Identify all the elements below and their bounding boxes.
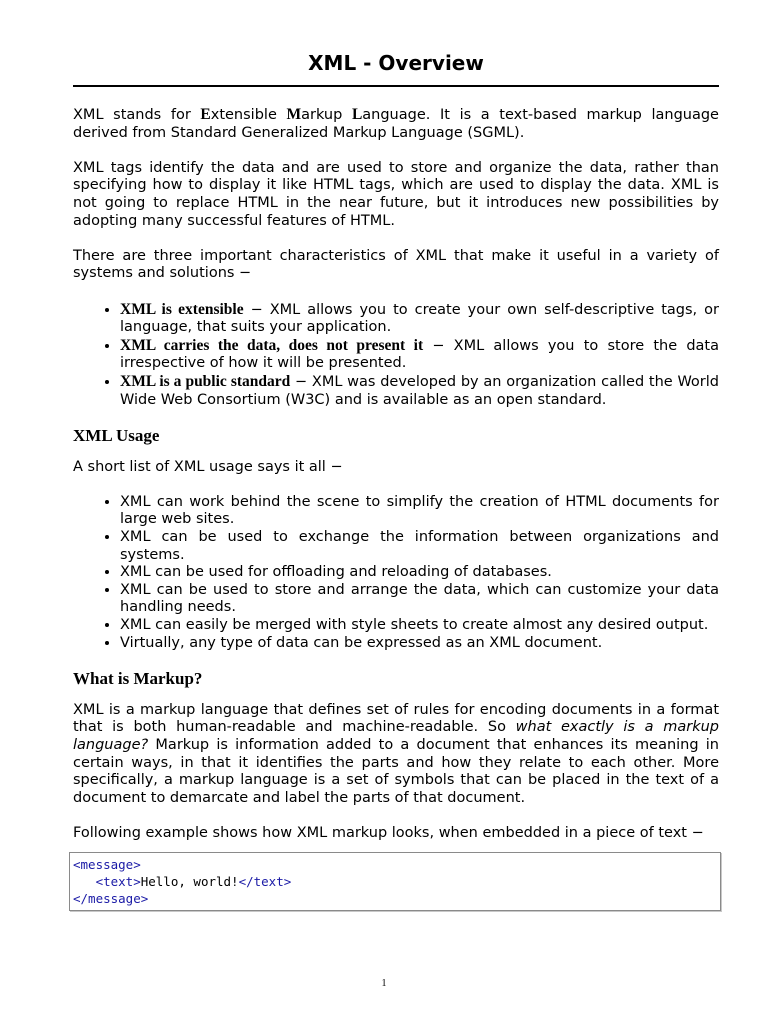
acronym-letter-e: E	[200, 106, 211, 123]
list-item: • XML can be used for offloading and reloading of databases.	[120, 564, 719, 582]
title-underline	[73, 85, 719, 87]
markup-emphasis: what exactly is a markup language?	[73, 719, 719, 753]
list-item	[120, 301, 719, 337]
code-example-box	[69, 852, 721, 911]
list-item: • XML can be used to store and arrange the data, which can customize your data handling needs.	[120, 582, 719, 617]
code-line-3	[73, 890, 720, 907]
intro-paragraph-2: XML tags identify the data and are used to store and organize the data, rather than specifying how to display it like HTML tags, which are used to display the data. XML is not going to replace HTML in the near future, but it introduces new possibilities by adopting many successful features of HTML.	[73, 159, 719, 229]
list-item-term: XML carries the data, does not present it	[120, 336, 424, 354]
markup-paragraph-1	[73, 702, 719, 808]
intro-text: anguage. It is a text-based markup language derived from Standard Generalized Markup Language (SGML).	[73, 107, 719, 141]
characteristics-list	[73, 301, 719, 410]
section-heading-xml-usage: XML Usage	[73, 425, 160, 445]
page-number: 1	[381, 978, 387, 989]
list-item-description: − XML was developed by an organization called the World Wide Web Consortium (W3C) and is available as an open standard.	[120, 373, 719, 408]
list-item: • XML can easily be merged with style sheets to create almost any desired output.	[120, 617, 719, 635]
list-item	[120, 337, 719, 373]
usage-intro: A short list of XML usage says it all −	[73, 458, 343, 475]
page-title: XML - Overview	[308, 51, 484, 75]
intro-paragraph-3: There are three important characteristics of XML that make it useful in a variety of systems and solutions −	[73, 247, 719, 282]
markup-paragraph-2: Following example shows how XML markup looks, when embedded in a piece of text −	[73, 824, 704, 841]
list-item-term: XML is a public standard	[120, 372, 291, 390]
markup-text: XML is a markup language that defines set of rules for encoding documents in a format that is both human-readable and machine-readable. So	[73, 701, 719, 736]
section-heading-what-is-markup: What is Markup?	[73, 668, 203, 688]
code-tag: </text>	[238, 873, 292, 889]
intro-text: XML stands for	[73, 107, 201, 123]
code-tag: </message>	[73, 890, 149, 906]
intro-paragraph-1	[73, 106, 719, 142]
code-line-2	[73, 873, 720, 890]
markup-text: Markup is information added to a document that enhances its meaning in certain ways, in that it identifies the parts and how they relate to each other. More specifically, a markup language is a set of symbols that can be placed in the text of a document to demarcate and label the parts of that document.	[73, 737, 719, 806]
list-item: • XML can be used to exchange the information between organizations and systems.	[120, 529, 719, 564]
intro-text: xtensible	[210, 107, 287, 123]
code-tag: <message>	[73, 856, 141, 872]
list-item-description: − XML allows you to store the data irrespective of how it will be presented.	[120, 337, 720, 372]
list-item: • XML can work behind the scene to simplify the creation of HTML documents for large web sites.	[120, 494, 719, 529]
acronym-letter-l: L	[351, 106, 363, 123]
document-body	[73, 106, 719, 911]
code-text: Hello, world!	[140, 873, 239, 889]
list-item	[120, 373, 719, 409]
list-item-term: XML is extensible	[120, 300, 244, 318]
acronym-letter-m: M	[286, 106, 302, 123]
list-item-description: − XML allows you to create your own self-descriptive tags, or language, that suits your application.	[120, 301, 719, 336]
code-line-1	[73, 856, 720, 873]
list-item: • Virtually, any type of data can be expressed as an XML document.	[120, 635, 719, 653]
intro-text: arkup	[301, 107, 352, 123]
code-indent	[73, 874, 96, 889]
code-tag: <text>	[95, 873, 141, 889]
usage-list	[73, 494, 719, 652]
